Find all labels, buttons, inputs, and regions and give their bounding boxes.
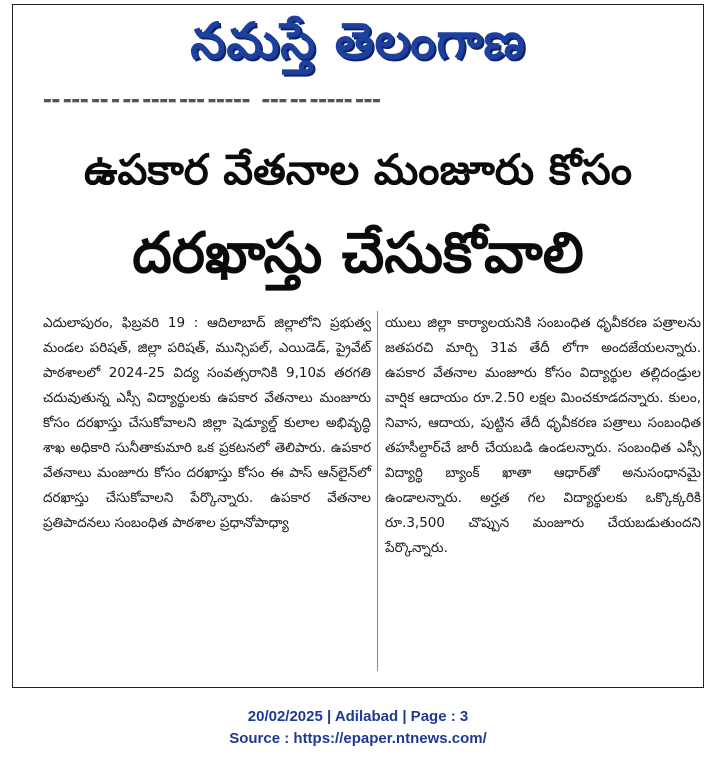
source-caption [0,706,716,750]
cropped-previous-line: ▬▬ ▬▬▬ ▬▬ ▬ ▬▬ ▬▬▬▬ ▬▬▬ ▬▬▬▬▬ ▬▬▬ ▬▬ ▬▬▬▬▬ ▬▬▬ [43,97,381,105]
caption-date-edition: 20/02/2025 | Adilabad | Page : 3 [247,708,469,725]
headline-line-1: ఉపకార వేతనాల మంజూరు కోసం [83,145,633,194]
column-divider [377,311,378,671]
clipping-frame [12,4,704,688]
caption-source-link[interactable]: Source : https://epaper.ntnews.com/ [229,730,487,747]
masthead-logo: నమస్తే తెలంగాణ [190,12,526,70]
article-left-column: ఎదులాపురం, ఫిబ్రవరి 19 : ఆదిలాబాద్ జిల్లాలోని ప్రభుత్వ మండల పరిషత్, జిల్లా పరిషత్, మున్సిపల్, ఎయిడెడ్, ప్రైవేట్ పాఠశాలలో 2024-25 విద్య సంవత్సరానికి 9,10వ తరగతి చదువుతున్న ఎస్సీ విద్యార్థులకు ఉపకార వేతనాలు మంజూరు కోసం దరఖాస్తు చేసుకోవాలని జిల్లా షెడ్యూల్డ్ కులాల అభివృద్ధి శాఖ అధికారి సునీతాకుమారి ఒక ప్రకటనలో తెలిపారు. ఉపకార వేతనాలు మంజూరు కోసం దరఖాస్తు కోసం ఈ పాస్ ఆన్‌లైన్‌లో దరఖాస్తు చేసుకోవాలని పేర్కొన్నారు. ఉపకార వేతనాల ప్రతిపాదనలు సంబంధిత పాఠశాల ప్రధానోపాధ్యా [43,315,371,531]
headline-line-2: దరఖాస్తు చేసుకోవాలి [132,221,584,286]
article-right-column: యులు జిల్లా కార్యాలయనికి సంబంధిత ధృవీకరణ పత్రాలను జతపరచి మార్చి 31వ తేదీ లోగా అందజేయలన్నారు. ఉపకార వేతనాల మంజూరు కోసం విద్యార్థుల తల్లిదండ్రుల వార్షిక ఆదాయం రూ.2.50 లక్షల మించకూడదన్నారు. కులం, నివాస, ఆదాయ, పుట్టిన తేదీ ధృవీకరణ పత్రాలు సంబంధిత తహసీల్దార్‌చే జారీ చేయబడి ఉండలన్నారు. సంబంధిత ఎస్సీ విద్యార్థి బ్యాంక్ ఖాతా ఆధార్‌తో అనుసంధానమై ఉండాలన్నారు. అర్హత గల విద్యార్థులకు ఒక్కొక్కరికి రూ.3,500 చొప్పున మంజూరు చేయబడుతుందని పేర్కొన్నారు. [385,315,701,556]
